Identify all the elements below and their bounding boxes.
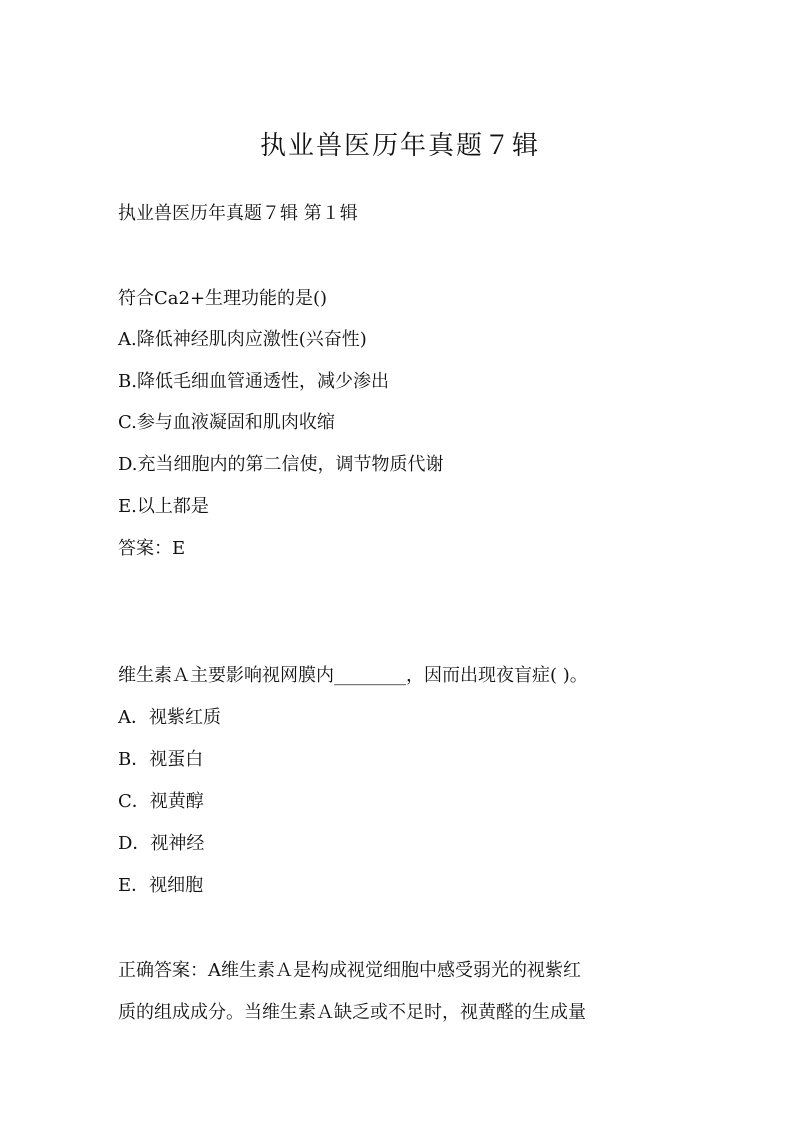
question1-option-b: B.降低毛细血管通透性，减少渗出 — [118, 371, 389, 392]
document-subtitle: 执业兽医历年真题７辑 第１辑 — [118, 203, 358, 224]
question1-option-d: D.充当细胞内的第二信使，调节物质代谢 — [118, 454, 444, 475]
question2-option-d: D．视神经 — [118, 833, 205, 854]
question2-option-a: A．视紫红质 — [118, 707, 221, 728]
question2-stem: 维生素Ａ主要影响视网膜内________，因而出现夜盲症( )。 — [118, 665, 588, 686]
question2-explanation-line-1: 正确答案：A维生素Ａ是构成视觉细胞中感受弱光的视紫红 — [118, 960, 581, 981]
question1-option-c: C.参与血液凝固和肌肉收缩 — [118, 412, 335, 433]
question2-explanation-line-2: 质的组成成分。当维生素Ａ缺乏或不足时，视黄醛的生成量 — [118, 1002, 586, 1023]
question1-option-a: A.降低神经肌肉应激性(兴奋性) — [118, 329, 367, 350]
question2-option-b: B．视蛋白 — [118, 749, 204, 770]
question1-answer: 答案：E — [118, 538, 186, 559]
question2-option-e: E．视细胞 — [118, 875, 204, 896]
document-title: 执业兽医历年真题７辑 — [259, 131, 540, 161]
question1-stem: 符合Ca2+生理功能的是() — [118, 288, 328, 309]
question2-option-c: C．视黄醇 — [118, 791, 204, 812]
question1-option-e: E.以上都是 — [118, 496, 209, 517]
